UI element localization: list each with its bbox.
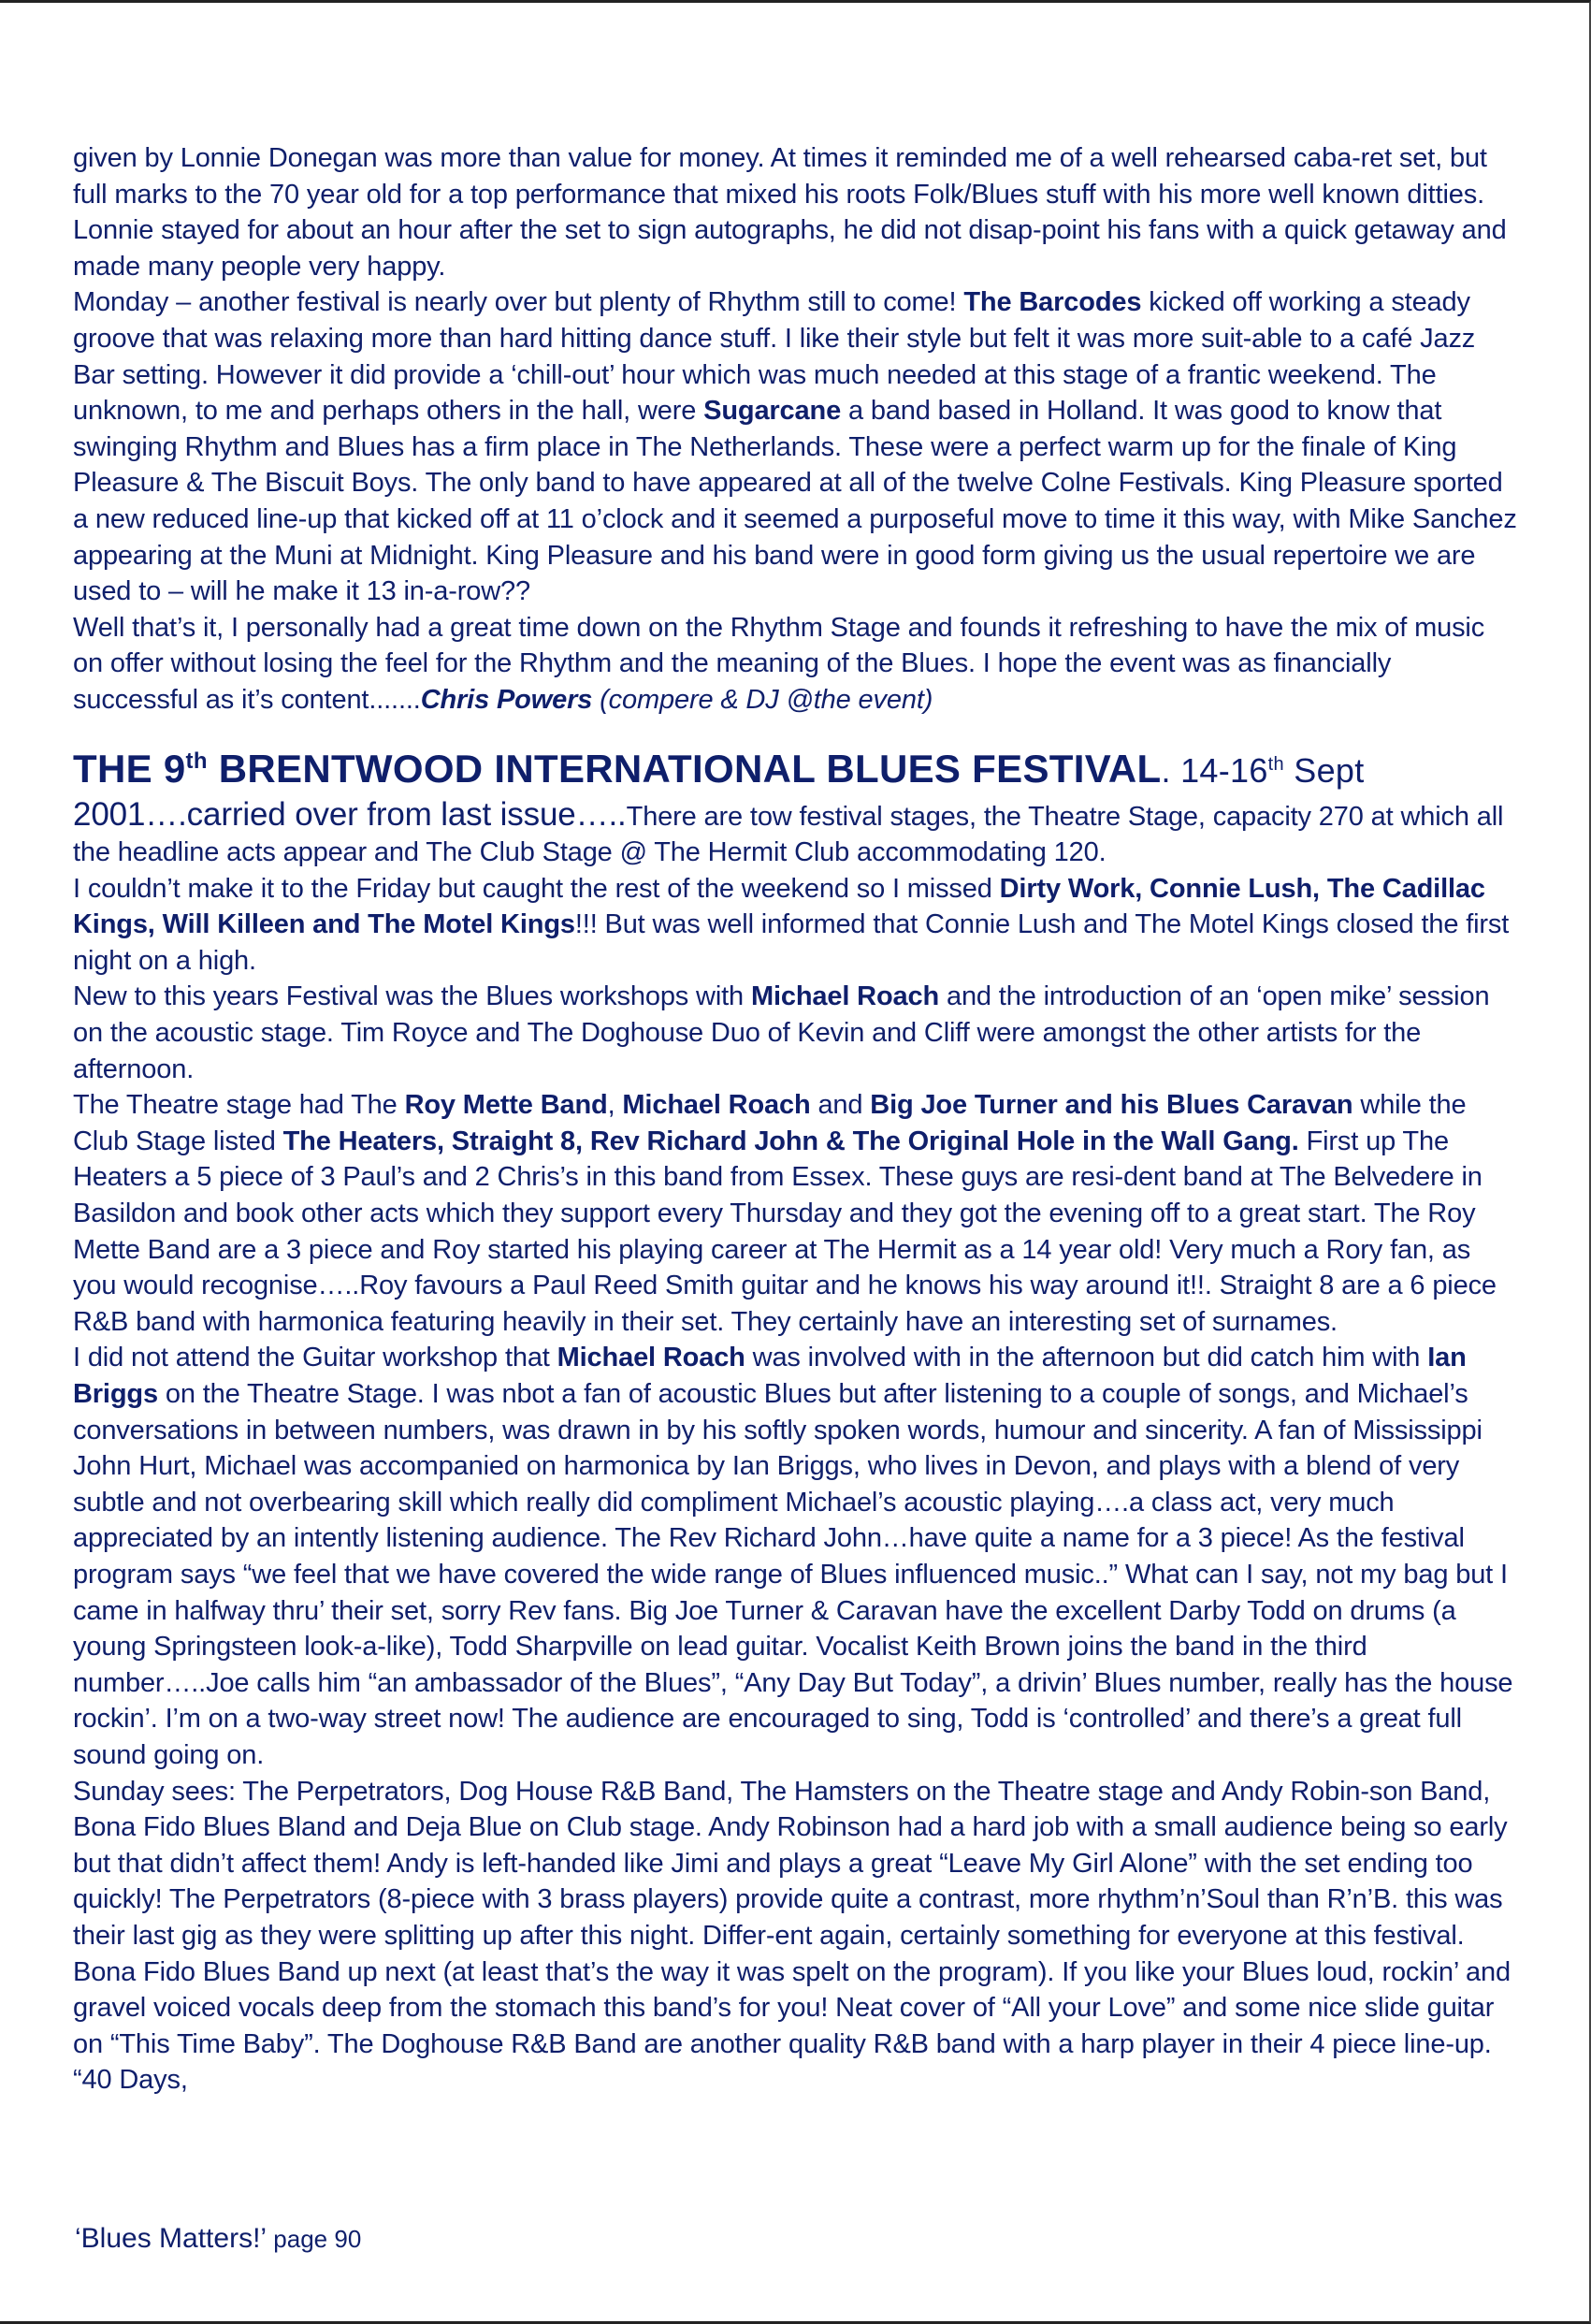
- continued-note: 2001….carried over from last issue…..: [73, 795, 627, 833]
- band-name: Big Joe Turner and his Blues Caravan: [870, 1090, 1353, 1121]
- paragraph: Well that’s it, I personally had a great time down on the Rhythm Stage and founds it refreshing to have the mix of music on offer without losing the feel for the Rhythm and the meaning of the Blues. I hope the event was as financially successful as it’s content.......Chris Powers (compere & DJ @the event): [73, 612, 1485, 715]
- paragraph: I did not attend the Guitar workshop that Michael Roach was involved with in the afternoon but did catch him with Ian Briggs on the Theatre Stage. I was nbot a fan of acoustic Blues but after listening to a couple of songs, and Michael’s conversations in between numbers, was drawn in by his softly spoken words, humour and sincerity. A fan of Mississippi John Hurt, Michael was accompanied on harmonica by Ian Briggs, who lives in Devon, and plays with a blend of very subtle and not overbearing skill which really did compliment Michael’s acoustic playing….a class act, very much appreciated by an intently listening audience. The Rev Richard John…have quite a name for a 3 piece! As the festival program says “we feel that we have covered the wide range of Blues influenced music..” What can I say, not my bag but I came in halfway thru’ their set, sorry Rev fans. Big Joe Turner & Caravan have the excellent Darby Todd on drums (a young Springsteen look-a-like), Todd Sharpville on lead guitar. Vocalist Keith Brown joins the band in the third number…..Joe calls him “an ambassador of the Blues”, “Any Day But Today”, a drivin’ Blues number, really has the house rockin’. I’m on a two-way street now! The audience are encouraged to sing, Todd is ‘controlled’ and there’s a great full sound going on.: [73, 1343, 1513, 1770]
- paragraph: I couldn’t make it to the Friday but caught the rest of the weekend so I missed Dirty Work, Connie Lush, The Cadillac Kings, Will Killeen and The Motel Kings!!! But was well informed that Connie Lush and The Motel Kings closed the first night on a high.: [73, 873, 1510, 976]
- paragraph: 2001….carried over from last issue…..There are tow festival stages, the Theatre Stage, capacity 270 at which all the headline acts appear and The Club Stage @ The Hermit Club accommodating 120.: [73, 795, 1504, 868]
- article-body: [73, 140, 1519, 2099]
- band-list: Dirty Work, Connie Lush, The Cadillac Kings, Will Killeen and The Motel Kings: [73, 873, 1485, 940]
- paragraph: New to this years Festival was the Blues workshops with Michael Roach and the introduction of an ‘open mike’ session on the acoustic stage. Tim Royce and The Doghouse Duo of Kevin and Cliff were amongst the other artists for the afternoon.: [73, 981, 1490, 1084]
- artist-name: Michael Roach: [750, 981, 940, 1012]
- band-name: Roy Mette Band: [404, 1090, 608, 1121]
- page-number: page 90: [267, 2225, 362, 2253]
- article-headline: THE 9th BRENTWOOD INTERNATIONAL BLUES FESTIVAL. 14-16th Sept: [73, 746, 1365, 791]
- festival-dates: . 14-16th Sept: [1161, 750, 1365, 790]
- artist-name: Ian Briggs: [73, 1343, 1467, 1409]
- paragraph: Sunday sees: The Perpetrators, Dog House R&B Band, The Hamsters on the Theatre stage and Andy Robin-son Band, Bona Fido Blues Bland and Deja Blue on Club stage. Andy Robinson had a hard job with a small audience being so early but that didn’t affect them! Andy is left-handed like Jimi and plays a great “Leave My Girl Alone” with the set ending too quickly! The Perpetrators (8-piece with 3 brass players) provide quite a contrast, more rhythm’n’Soul than R’n’B. this was their last gig as they were splitting up after this night. Differ-ent again, certainly something for everyone at this festival. Bona Fido Blues Band up next (at least that’s the way it was spelt on the program). If you like your Blues loud, rockin’ and gravel voiced vocals deep from the stomach this band’s for you! Neat cover of “All your Love” and some nice slide guitar on “This Time Baby”. The Doghouse R&B Band are another quality R&B band with a harp player in their 4 piece line-up. “40 Days,: [73, 1776, 1511, 2096]
- magazine-title: ‘Blues Matters!’: [75, 2223, 268, 2254]
- artist-name: Michael Roach: [622, 1090, 811, 1121]
- author-name: Chris Powers: [420, 684, 593, 715]
- artist-name: Michael Roach: [557, 1343, 745, 1373]
- paragraph: The Theatre stage had The Roy Mette Band, Michael Roach and Big Joe Turner and his Blues Caravan while the Club Stage listed The Heaters, Straight 8, Rev Richard John & The Original Hole in the Wall Gang. First up The Heaters a 5 piece of 3 Paul’s and 2 Chris’s in this band from Essex. These guys are resi-dent band at The Belvedere in Basildon and book other acts which they support every Thursday and they got the evening off to a great start. The Roy Mette Band are a 3 piece and Roy started his playing career at The Hermit as a 14 year old! Very much a Rory fan, as you would recognise…..Roy favours a Paul Reed Smith guitar and he knows his way around it!!. Straight 8 are a 6 piece R&B band with harmonica featuring heavily in their set. They certainly have an interesting set of surnames.: [73, 1090, 1497, 1337]
- paragraph: given by Lonnie Donegan was more than value for money. At times it reminded me of a well rehearsed caba-ret set, but full marks to the 70 year old for a top performance that mixed his roots Folk/Blues stuff with his more well known ditties. Lonnie stayed for about an hour after the set to sign autographs, he did not disap-point his fans with a quick getaway and made many people very happy.: [73, 143, 1507, 282]
- author-role: (compere & DJ @the event): [592, 684, 933, 715]
- band-name: Sugarcane: [703, 396, 842, 427]
- page-footer: [75, 2223, 361, 2255]
- band-list: The Heaters, Straight 8, Rev Richard John & The Original Hole in the Wall Gang.: [282, 1126, 1299, 1156]
- paragraph: Monday – another festival is nearly over but plenty of Rhythm still to come! The Barcodes kicked off working a steady groove that was relaxing more than hard hitting dance stuff. I like their style but felt it was more suit-able to a café Jazz Bar setting. However it did provide a ‘chill-out’ hour which was much needed at this stage of a frantic weekend. The unknown, to me and perhaps others in the hall, were Sugarcane a band based in Holland. It was good to know that swinging Rhythm and Blues has a firm place in The Netherlands. These were a perfect warm up for the finale of King Pleasure & The Biscuit Boys. The only band to have appeared at all of the twelve Colne Festivals. King Pleasure sported a new reduced line-up that kicked off at 11 o’clock and it seemed a purposeful move to time it this way, with Mike Sanchez appearing at the Muni at Midnight. King Pleasure and his band were in good form giving us the usual repertoire we are used to – will he make it 13 in-a-row??: [73, 287, 1517, 607]
- band-name: The Barcodes: [963, 287, 1142, 318]
